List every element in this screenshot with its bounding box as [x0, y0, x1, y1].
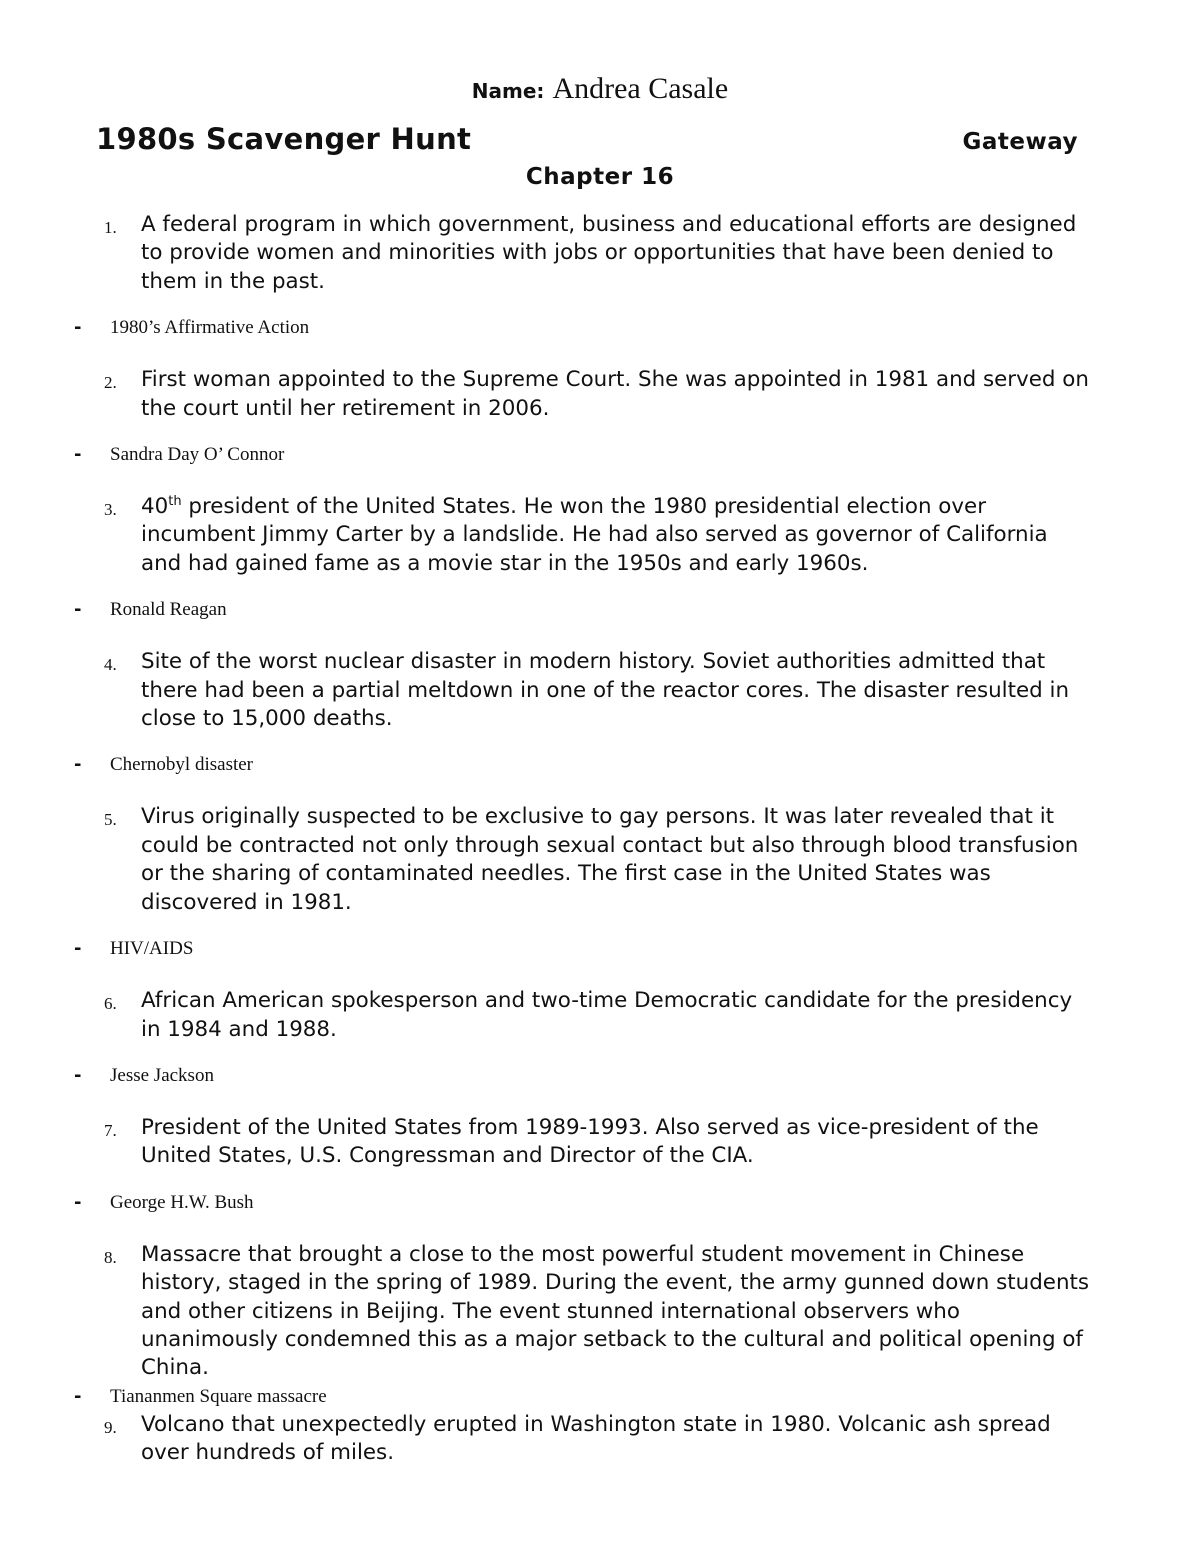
title-row [96, 122, 1078, 156]
ordinal-suffix: th [168, 493, 182, 509]
name-line [0, 72, 1200, 106]
answer-item [0, 598, 1200, 622]
question-text: president of the United States. He won the 1980 presidential election over incumbent Jimmy Carter by a landslide. He had also served as governor of California and had gained fame as a movie star in the 1950s and early 1960s. [141, 494, 1048, 576]
question-number: 6. [104, 994, 117, 1014]
question-text: Site of the worst nuclear disaster in modern history. Soviet authorities admitted that there had been a partial meltdown in one of the reactor cores. The disaster resulted in close to 15,000 deaths. [141, 649, 1070, 732]
answer-text: George H.W. Bush [110, 1191, 254, 1213]
student-name: Andrea Casale [552, 72, 729, 105]
question-item [0, 987, 1200, 1044]
dash-bullet: - [74, 599, 82, 621]
answer-text: Ronald Reagan [110, 599, 227, 621]
answer-item [0, 1385, 1200, 1409]
answer-item [0, 443, 1200, 467]
question-text: Virus originally suspected to be exclusive to gay persons. It was later revealed that it could be contracted not only through sexual contact but also through blood transfusion or the sharing of contaminated needles. The first case in the United States was discovered in 1981. [141, 804, 1079, 915]
dash-bullet: - [74, 1064, 82, 1086]
question-text: African American spokesperson and two-time Democratic candidate for the presidency in 1984 and 1988. [141, 988, 1073, 1042]
name-label: Name: [471, 79, 545, 103]
question-item [0, 366, 1200, 423]
dash-bullet: - [74, 1191, 82, 1213]
answer-text: Chernobyl disaster [110, 754, 254, 776]
question-number: 8. [104, 1247, 117, 1267]
answer-item [0, 316, 1200, 340]
question-text: First woman appointed to the Supreme Court. She was appointed in 1981 and served on the court until her retirement in 2006. [141, 367, 1089, 421]
question-item [0, 493, 1200, 578]
question-item [0, 1241, 1200, 1383]
question-item [0, 803, 1200, 917]
question-text: Volcano that unexpectedly erupted in Washington state in 1980. Volcanic ash spread over hundreds of miles. [141, 1411, 1051, 1466]
answer-item [0, 1064, 1200, 1088]
question-number: 5. [104, 810, 117, 830]
question-number: 7. [104, 1120, 117, 1140]
question-number: 1. [104, 218, 117, 237]
question-text: Massacre that brought a close to the most powerful student movement in Chinese history, staged in the spring of 1989. During the event, the army gunned down students and other citizens in Beijing. The event stunned international observers who unanimously condemned this as a major setback to the cultural and political opening of China. [141, 1241, 1090, 1381]
answer-text: Sandra Day O’ Connor [110, 444, 285, 466]
course-name: Gateway [962, 129, 1078, 155]
dash-bullet: - [74, 938, 82, 960]
question-text: President of the United States from 1989-1993. Also served as vice-president of the United States, U.S. Congressman and Director of the CIA. [141, 1114, 1039, 1169]
dash-bullet: - [74, 1385, 82, 1407]
question-number: 2. [104, 373, 117, 393]
answer-text: Jesse Jackson [110, 1064, 214, 1086]
question-number: 3. [104, 500, 117, 520]
answer-text: HIV/AIDS [110, 938, 194, 960]
question-item [0, 648, 1200, 733]
question-item [0, 1114, 1200, 1171]
question-item [0, 1411, 1200, 1468]
answer-item [0, 937, 1200, 961]
question-number: 4. [104, 655, 117, 675]
question-list [0, 211, 1200, 1468]
question-text-prefix: 40 [141, 494, 169, 520]
answer-text: Tiananmen Square massacre [110, 1385, 327, 1407]
answer-item [0, 753, 1200, 777]
question-text: A federal program in which government, business and educational efforts are designed to provide women and minorities with jobs or opportunities that have been denied to them in the past. [141, 212, 1077, 294]
dash-bullet: - [74, 317, 82, 339]
dash-bullet: - [74, 754, 82, 776]
chapter-heading: Chapter 16 [525, 164, 675, 190]
document-title: 1980s Scavenger Hunt [96, 122, 472, 156]
question-number: 9. [104, 1417, 117, 1437]
dash-bullet: - [74, 444, 82, 466]
answer-item [0, 1191, 1200, 1215]
question-item [0, 211, 1200, 296]
answer-text: 1980’s Affirmative Action [110, 317, 310, 339]
